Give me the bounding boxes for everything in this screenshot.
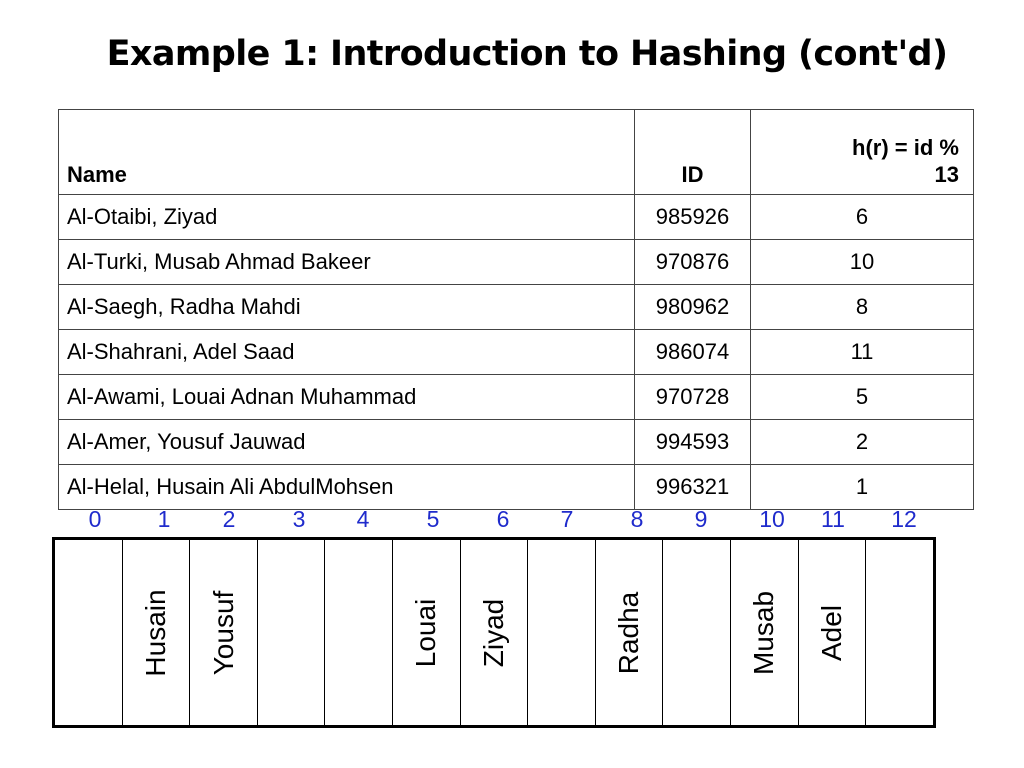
- bucket-label: Musab: [748, 590, 780, 675]
- row-hash: 10: [751, 240, 974, 285]
- bucket: [866, 540, 933, 725]
- row-id: 994593: [635, 420, 751, 465]
- bucket: [528, 540, 596, 725]
- table-row: [59, 195, 974, 240]
- bucket: [190, 540, 258, 725]
- row-hash: 8: [751, 285, 974, 330]
- bucket: [596, 540, 664, 725]
- row-id: 980962: [635, 285, 751, 330]
- table-row: [59, 285, 974, 330]
- row-id: 996321: [635, 465, 751, 510]
- bucket-label: Husain: [139, 588, 171, 677]
- table-row: [59, 465, 974, 510]
- hash-table-buckets: [52, 537, 936, 728]
- header-name: Name: [59, 110, 635, 195]
- bucket: [461, 540, 529, 725]
- header-id: ID: [635, 110, 751, 195]
- bucket: [258, 540, 326, 725]
- bucket: [799, 540, 867, 725]
- bucket-index: 11: [821, 506, 845, 532]
- bucket-label: Ziyad: [477, 598, 509, 667]
- row-hash: 11: [751, 330, 974, 375]
- bucket-label: Adel: [816, 604, 847, 661]
- row-id: 986074: [635, 330, 751, 375]
- table-row: [59, 330, 974, 375]
- bucket-index: 2: [222, 506, 236, 532]
- bucket-label: Radha: [613, 591, 645, 674]
- row-id: 970876: [635, 240, 751, 285]
- bucket-index: 0: [88, 506, 102, 532]
- row-hash: 2: [751, 420, 974, 465]
- table-row: [59, 420, 974, 465]
- header-hash-line1: h(r) = id %: [852, 135, 959, 160]
- bucket-index: 8: [630, 506, 644, 532]
- row-name: Al-Otaibi, Ziyad: [59, 195, 635, 240]
- bucket: [393, 540, 461, 725]
- row-hash: 6: [751, 195, 974, 240]
- table-row: [59, 240, 974, 285]
- header-hash: [751, 110, 974, 195]
- row-hash: 5: [751, 375, 974, 420]
- bucket: [123, 540, 191, 725]
- bucket-index: 9: [694, 506, 708, 532]
- header-hash-line2: 13: [934, 162, 959, 187]
- row-name: Al-Shahrani, Adel Saad: [59, 330, 635, 375]
- bucket-index: 7: [560, 506, 574, 532]
- student-table: [58, 109, 974, 510]
- row-name: Al-Turki, Musab Ahmad Bakeer: [59, 240, 635, 285]
- bucket-index: 5: [426, 506, 440, 532]
- bucket-index: 12: [891, 506, 917, 532]
- bucket: [663, 540, 731, 725]
- bucket-index: 4: [356, 506, 370, 532]
- bucket-index: 6: [496, 506, 510, 532]
- row-id: 985926: [635, 195, 751, 240]
- table-header-row: [59, 110, 974, 195]
- row-id: 970728: [635, 375, 751, 420]
- row-name: Al-Amer, Yousuf Jauwad: [59, 420, 635, 465]
- page-title: Example 1: Introduction to Hashing (cont'd): [106, 34, 948, 74]
- bucket-label: Yousuf: [207, 590, 239, 675]
- bucket: [325, 540, 393, 725]
- table-row: [59, 375, 974, 420]
- row-name: Al-Helal, Husain Ali AbdulMohsen: [59, 465, 635, 510]
- bucket: [55, 540, 123, 725]
- row-hash: 1: [751, 465, 974, 510]
- bucket-index: 10: [759, 506, 785, 532]
- bucket: [731, 540, 799, 725]
- row-name: Al-Saegh, Radha Mahdi: [59, 285, 635, 330]
- bucket-label: Louai: [410, 598, 442, 667]
- row-name: Al-Awami, Louai Adnan Muhammad: [59, 375, 635, 420]
- bucket-index: 3: [292, 506, 306, 532]
- bucket-index: 1: [157, 506, 171, 532]
